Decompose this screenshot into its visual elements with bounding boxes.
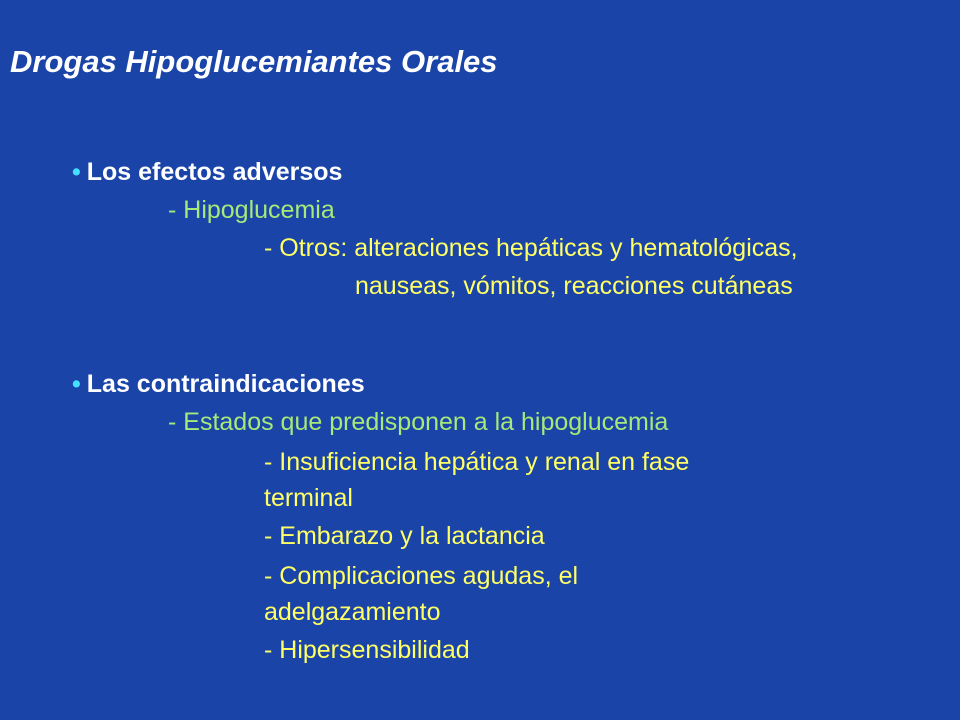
sub-item-otros: - Otros: alteraciones hepáticas y hematológicas, bbox=[264, 234, 798, 262]
sub-item-embarazo: - Embarazo y la lactancia bbox=[264, 522, 545, 550]
sub-item-hipersensibilidad: - Hipersensibilidad bbox=[264, 636, 470, 664]
sub-item-hipoglucemia: - Hipoglucemia bbox=[168, 196, 335, 224]
sub-item-insuficiencia-continued: terminal bbox=[264, 484, 353, 512]
bullet-icon: • bbox=[72, 370, 81, 398]
bullet-icon: • bbox=[72, 158, 81, 186]
heading-text: Las contraindicaciones bbox=[86, 370, 365, 398]
bullet-heading-adverse-effects bbox=[72, 156, 342, 188]
sub-item-otros-continued: nauseas, vómitos, reacciones cutáneas bbox=[355, 272, 793, 300]
sub-item-complicaciones-continued: adelgazamiento bbox=[264, 598, 441, 626]
slide-title: Drogas Hipoglucemiantes Orales bbox=[10, 44, 498, 79]
sub-item-insuficiencia: - Insuficiencia hepática y renal en fase bbox=[264, 448, 690, 476]
heading-text: Los efectos adversos bbox=[86, 158, 343, 186]
sub-item-complicaciones: - Complicaciones agudas, el bbox=[264, 562, 579, 590]
bullet-heading-contraindications bbox=[72, 368, 365, 400]
sub-item-estados: - Estados que predisponen a la hipoglucemia bbox=[168, 408, 669, 436]
